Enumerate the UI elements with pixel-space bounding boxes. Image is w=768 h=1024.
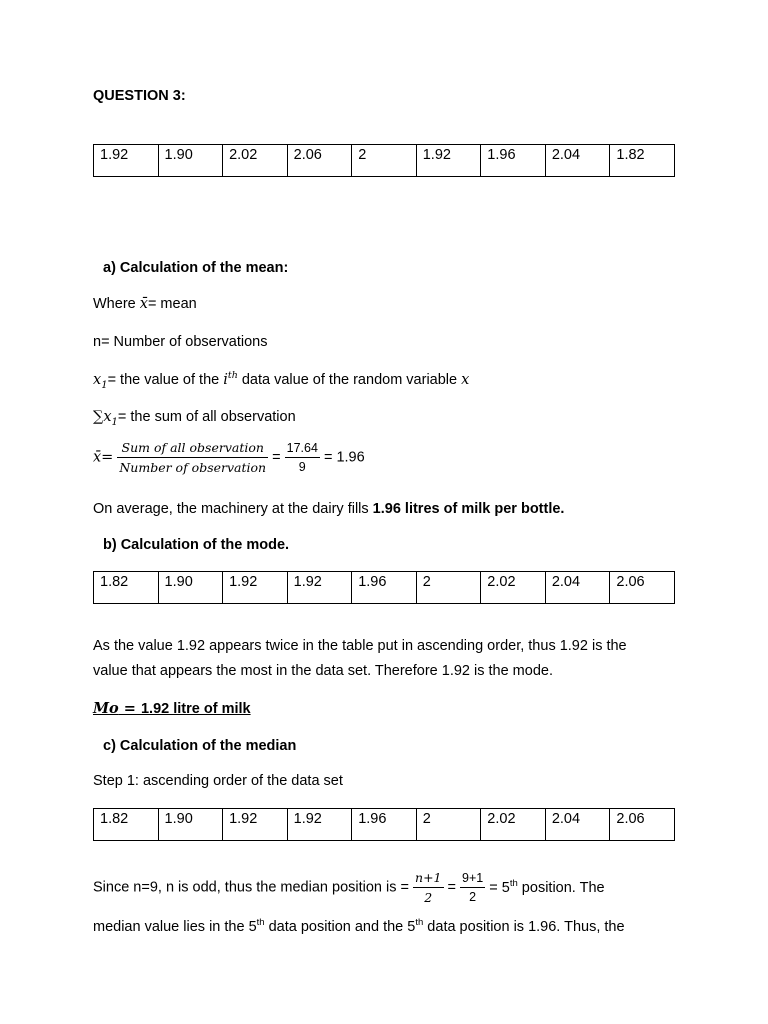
table-row xyxy=(94,572,675,604)
x1-def-a: = the value of the xyxy=(107,372,224,388)
mean-conclusion xyxy=(93,500,564,518)
last-sup2: th xyxy=(415,917,424,929)
ith-symbol: $i^{th}$ xyxy=(223,370,238,388)
table-cell: 1.82 xyxy=(610,145,675,177)
where-prefix: Where xyxy=(93,296,140,312)
table-cell: 1.96 xyxy=(481,145,546,177)
mean-where-line xyxy=(93,295,197,313)
table-cell: 2.02 xyxy=(481,572,546,604)
mo-eq: = xyxy=(118,700,141,717)
table-cell: 2.06 xyxy=(287,145,352,177)
table-cell: 1.92 xyxy=(223,809,288,841)
last-b: data position and the 5 xyxy=(264,919,416,935)
n-definition: n= Number of observations xyxy=(93,334,268,350)
mode-result xyxy=(93,700,251,718)
table-cell: 1.90 xyxy=(158,572,223,604)
frac1-numerator: n+1 xyxy=(413,870,443,888)
mode-sorted-table xyxy=(93,571,675,604)
table-cell: 1.92 xyxy=(416,145,481,177)
formula-denominator: Number of observation xyxy=(119,460,267,475)
median-step1: Step 1: ascending order of the data set xyxy=(93,773,343,789)
table-cell: 2.02 xyxy=(481,809,546,841)
median-heading: c) Calculation of the median xyxy=(103,738,297,754)
position-sup: th xyxy=(509,877,518,889)
x-symbol: x xyxy=(461,372,470,388)
conclusion-bold: 1.96 litres of milk per bottle. xyxy=(372,501,565,517)
x1-definition xyxy=(93,371,469,389)
table-cell: 2.04 xyxy=(545,572,610,604)
table-cell: 2.04 xyxy=(545,145,610,177)
table-cell: 1.90 xyxy=(158,809,223,841)
sum-definition xyxy=(93,408,296,426)
mode-paragraph-line2: value that appears the most in the data set. Therefore 1.92 is the mode. xyxy=(93,663,553,679)
last-a: median value lies in the 5 xyxy=(93,919,257,935)
table-cell: 2 xyxy=(352,145,417,177)
position-after: position. The xyxy=(517,879,605,896)
table-cell: 1.92 xyxy=(287,809,352,841)
xbar-symbol: x̄ xyxy=(139,296,148,312)
table-cell: 1.82 xyxy=(94,809,159,841)
where-suffix: = mean xyxy=(147,296,197,312)
formula-fraction xyxy=(117,440,268,475)
position-text: = 5 xyxy=(489,879,510,896)
median-fraction-2 xyxy=(460,871,485,904)
table-cell: 2 xyxy=(416,809,481,841)
last-sup1: th xyxy=(256,917,265,929)
table-cell: 1.90 xyxy=(158,145,223,177)
median-position-line: Since n=9, n is odd, thus the median position is = $\frac{n+1}{2}$ = $\frac{9+1}{2}$ = 5th position. The xyxy=(93,870,605,905)
xbar-symbol: x̄= xyxy=(93,449,114,466)
since-text: Since n=9, n is odd, thus the median position is = xyxy=(93,879,414,896)
median-sorted-table xyxy=(93,808,675,841)
frac2-denominator: 2 xyxy=(469,890,477,904)
table-cell: 1.92 xyxy=(94,145,159,177)
table-cell: 1.82 xyxy=(94,572,159,604)
formula-numerator: Sum of all observation xyxy=(117,440,268,458)
table-cell: 1.96 xyxy=(352,809,417,841)
table-cell: 2.04 xyxy=(545,809,610,841)
raw-data-table xyxy=(93,144,675,177)
table-cell: 1.92 xyxy=(223,572,288,604)
mean-result: = 1.96 xyxy=(323,449,365,466)
table-cell: 1.92 xyxy=(287,572,352,604)
x1-def-b: data value of the random variable xyxy=(237,372,462,388)
sum-symbol: $\sum x_1$ xyxy=(93,409,118,428)
mean-heading: a) Calculation of the mean: xyxy=(103,260,289,276)
table-cell: 2 xyxy=(416,572,481,604)
value-numerator: 17.64 xyxy=(285,441,320,458)
mode-paragraph-line1: As the value 1.92 appears twice in the table put in ascending order, thus 1.92 is the xyxy=(93,638,627,654)
mo-value: 1.92 litre of milk xyxy=(140,701,251,717)
mean-formula: x̄= $\frac{\text{Sum of all observation}}{\text{Number of observation}}$ = $\frac{17.64}{9}$ = 1.96 xyxy=(93,440,365,475)
x1-symbol: $x_1$ xyxy=(93,372,108,391)
mode-heading: b) Calculation of the mode. xyxy=(103,537,290,553)
table-cell: 2.06 xyxy=(610,572,675,604)
question-title: QUESTION 3: xyxy=(93,88,186,104)
table-row xyxy=(94,145,675,177)
conclusion-text: On average, the machinery at the dairy fills xyxy=(93,501,373,517)
value-fraction xyxy=(285,441,320,474)
median-fraction-1 xyxy=(413,870,443,905)
table-cell: 1.96 xyxy=(352,572,417,604)
sum-def: = the sum of all observation xyxy=(117,409,296,425)
frac2-numerator: 9+1 xyxy=(460,871,485,888)
table-cell: 2.06 xyxy=(610,809,675,841)
median-last-line xyxy=(93,918,625,936)
mo-symbol: Mo xyxy=(93,700,119,717)
value-denominator: 9 xyxy=(298,460,306,474)
table-row xyxy=(94,809,675,841)
frac1-denominator: 2 xyxy=(424,890,433,905)
table-cell: 2.02 xyxy=(223,145,288,177)
last-c: data position is 1.96. Thus, the xyxy=(423,919,625,935)
